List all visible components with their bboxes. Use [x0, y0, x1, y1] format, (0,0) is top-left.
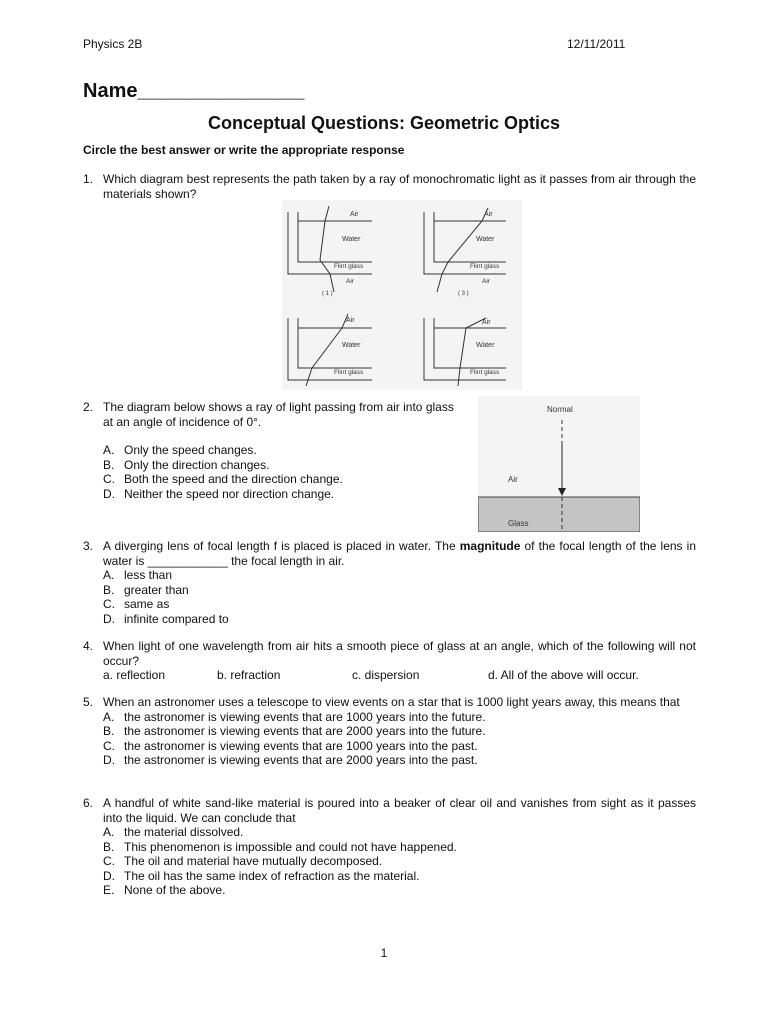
option[interactable]: C. the astronomer is viewing events that are 1000 years into the past.: [103, 738, 478, 753]
option[interactable]: E. None of the above.: [103, 883, 226, 897]
diagram-label: Air: [346, 317, 355, 324]
question-text: When light of one wavelength from air hits a smooth piece of glass at an angle, which of the following will not occur?: [103, 639, 696, 668]
option[interactable]: D. Neither the speed nor direction change.: [103, 486, 335, 501]
q2-diagram: [478, 396, 640, 532]
diagram-label: Water: [342, 342, 361, 349]
question-text: A diverging lens of focal length f is placed is placed in water. The magnitude of the focal length of the lens in water is ____________ the focal length in air.: [103, 539, 696, 568]
options-row: [103, 668, 696, 683]
option[interactable]: B. the astronomer is viewing events that are 2000 years into the future.: [103, 724, 486, 738]
option[interactable]: A. less than: [103, 568, 173, 582]
diagram-label: Flint glass: [470, 369, 500, 376]
diagram-label: Flint glass: [334, 369, 364, 376]
option[interactable]: C. Both the speed and the direction change.: [103, 472, 343, 486]
question-number: 3.: [83, 539, 94, 553]
option[interactable]: C. same as: [103, 597, 170, 611]
option[interactable]: D. the astronomer is viewing events that are 2000 years into the past.: [103, 753, 478, 767]
question-number: 6.: [83, 796, 94, 810]
page-title: Conceptual Questions: Geometric Optics: [207, 113, 561, 133]
option[interactable]: D. The oil has the same index of refraction as the material.: [103, 868, 420, 883]
diagram-label: Air: [482, 278, 490, 285]
question-text: A handful of white sand-like material is poured into a beaker of clear oil and vanishes from sight as it passes into the liquid. We can conclude that: [103, 796, 696, 825]
option[interactable]: B. This phenomenon is impossible and could not have happened.: [103, 839, 457, 854]
diagram-label: Water: [476, 342, 495, 349]
options-list: [103, 443, 463, 501]
diagram-label: Flint glass: [470, 263, 500, 270]
q1-diagrams: [282, 200, 522, 390]
option[interactable]: d. All of the above will occur.: [488, 668, 639, 682]
instructions: Circle the best answer or write the appropriate response: [83, 143, 405, 157]
options-list: [103, 710, 696, 768]
question-number: 4.: [83, 639, 94, 653]
question-number: 1.: [83, 172, 94, 186]
diagram-label: Water: [342, 236, 361, 243]
diagram-label: Air: [482, 319, 491, 326]
date-header: 12/11/2011: [567, 37, 626, 51]
option[interactable]: C. The oil and material have mutually decomposed.: [103, 854, 383, 868]
options-list: [103, 568, 696, 626]
normal-label: Normal: [547, 405, 573, 414]
question-text: Which diagram best represents the path taken by a ray of monochromatic light as it passes from air through the materials shown?: [103, 172, 696, 201]
question-text: When an astronomer uses a telescope to view events on a star that is 1000 light years away, this means that: [103, 695, 680, 709]
option[interactable]: A. Only the speed changes.: [103, 443, 257, 457]
option[interactable]: A. the astronomer is viewing events that are 1000 years into the future.: [103, 709, 486, 724]
glass-label: Glass: [508, 519, 529, 528]
option[interactable]: B. Only the direction changes.: [103, 457, 270, 472]
question-5: [83, 695, 696, 768]
option[interactable]: A. the material dissolved.: [103, 825, 244, 839]
course-header: Physics 2B: [83, 37, 143, 51]
diagram-number: ( 1 ): [322, 291, 333, 297]
question-1: [83, 172, 696, 201]
option[interactable]: D. infinite compared to: [103, 611, 229, 626]
question-4: [83, 639, 696, 683]
question-number: 2.: [83, 400, 94, 414]
name-field: Name_______________: [83, 80, 305, 102]
question-number: 5.: [83, 695, 94, 709]
diagram-label: Air: [346, 278, 354, 285]
diagram-label: Air: [350, 211, 359, 218]
page-number: 1: [380, 946, 388, 960]
option[interactable]: B. greater than: [103, 582, 189, 597]
diagram-label: Flint glass: [334, 263, 364, 270]
option[interactable]: b. refraction: [217, 668, 281, 682]
question-3: [83, 539, 696, 626]
question-2: [83, 400, 463, 501]
diagram-label: Air: [484, 211, 493, 218]
question-text: The diagram below shows a ray of light passing from air into glass at an angle of incidence of 0°.: [103, 400, 454, 429]
option[interactable]: a. reflection: [103, 668, 166, 682]
diagram-number: ( 3 ): [458, 291, 469, 297]
question-6: [83, 796, 696, 898]
option[interactable]: c. dispersion: [352, 668, 420, 682]
options-list: [103, 825, 696, 898]
air-label: Air: [508, 475, 518, 484]
diagram-label: Water: [476, 236, 495, 243]
